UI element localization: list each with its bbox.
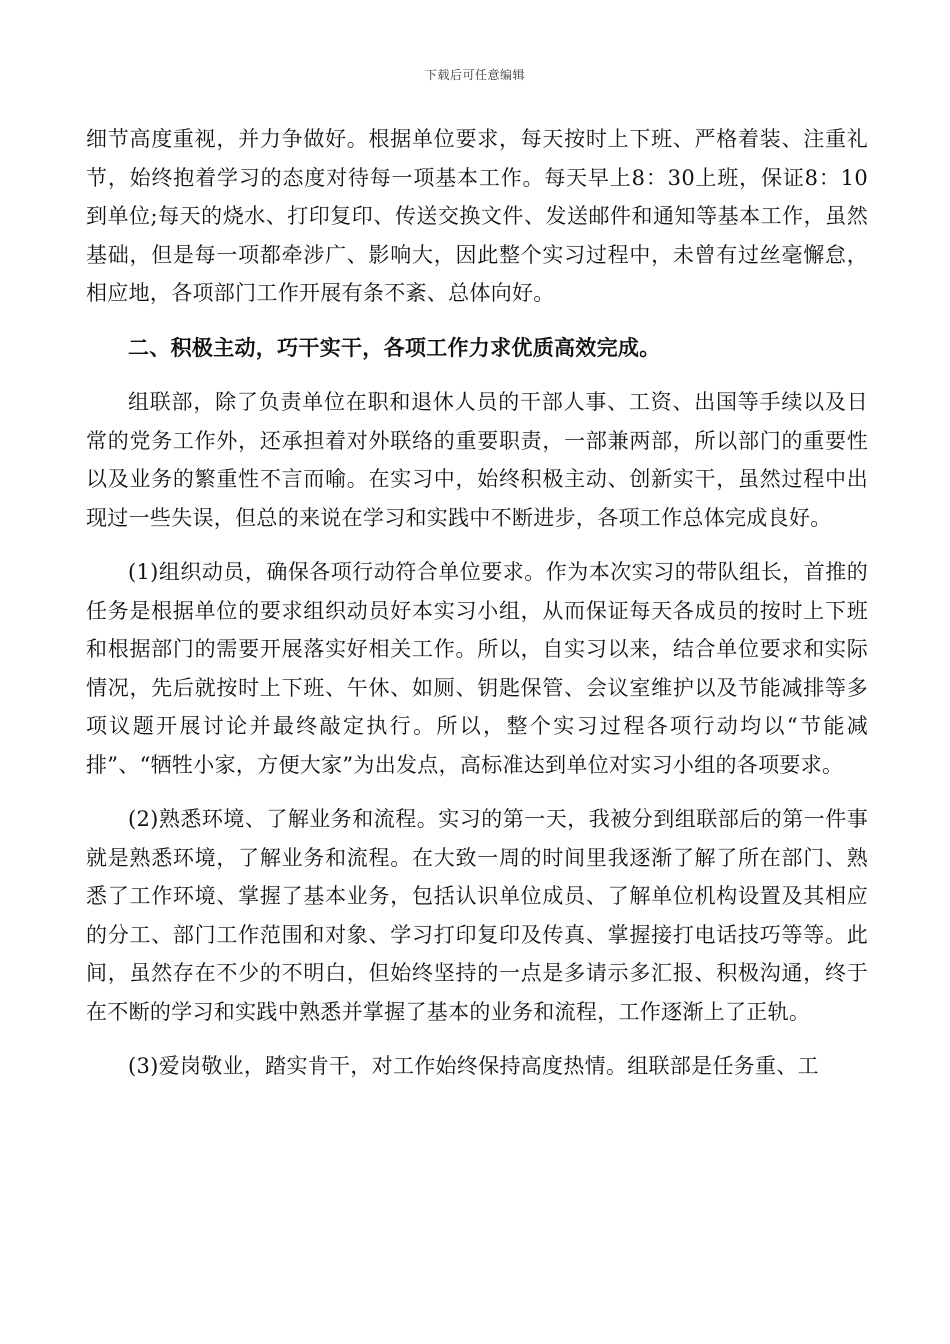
document-body [86, 120, 868, 1086]
paragraph-continued: 细节高度重视，并力争做好。根据单位要求，每天按时上下班、严格着装、注重礼节，始终抱着学习的态度对待每一项基本工作。每天早上8：30上班，保证8：10到单位;每天的烧水、打印复印、传送交换文件、发送邮件和通知等基本工作，虽然基础，但是每一项都牵涉广、影响大，因此整个实习过程中，未曾有过丝毫懈怠，相应地，各项部门工作开展有条不紊、总体向好。 [86, 127, 868, 305]
page-header: 下载后可任意编辑 [424, 68, 525, 82]
paragraph-item-3: (3)爱岗敬业，踏实肯干，对工作始终保持高度热情。组联部是任务重、工 [128, 1054, 819, 1078]
paragraph-item-1: (1)组织动员，确保各项行动符合单位要求。作为本次实习的带队组长，首推的任务是根据单位的要求组织动员好本实习小组，从而保证每天各成员的按时上下班和根据部门的需要开展落实好相关工作。所以，自实习以来，结合单位要求和实际情况，先后就按时上下班、午休、如厕、钥匙保管、会议室维护以及节能减排等多项议题开展讨论并最终敲定执行。所以，整个实习过程各项行动均以“节能减排”、“牺牲小家，方便大家”为出发点，高标准达到单位对实习小组的各项要求。 [86, 560, 868, 777]
paragraph-item-2: (2)熟悉环境、了解业务和流程。实习的第一天，我被分到组联部后的第一件事就是熟悉环境，了解业务和流程。在大致一周的时间里我逐渐了解了所在部门、熟悉了工作环境、掌握了基本业务，包括认识单位成员、了解单位机构设置及其相应的分工、部门工作范围和对象、学习打印复印及传真、掌握接打电话技巧等等。此间，虽然存在不少的不明白，但始终坚持的一点是多请示多汇报、积极沟通，终于在不断的学习和实践中熟悉并掌握了基本的业务和流程，工作逐渐上了正轨。 [86, 807, 868, 1024]
paragraph-org-department: 组联部，除了负责单位在职和退休人员的干部人事、工资、出国等手续以及日常的党务工作外，还承担着对外联络的重要职责，一部兼两部，所以部门的重要性以及业务的繁重性不言而喻。在实习中，始终积极主动、创新实干，虽然过程中出现过一些失误，但总的来说在学习和实践中不断进步，各项工作总体完成良好。 [86, 390, 868, 530]
section-heading: 二、积极主动，巧干实干，各项工作力求优质高效完成。 [128, 335, 661, 360]
